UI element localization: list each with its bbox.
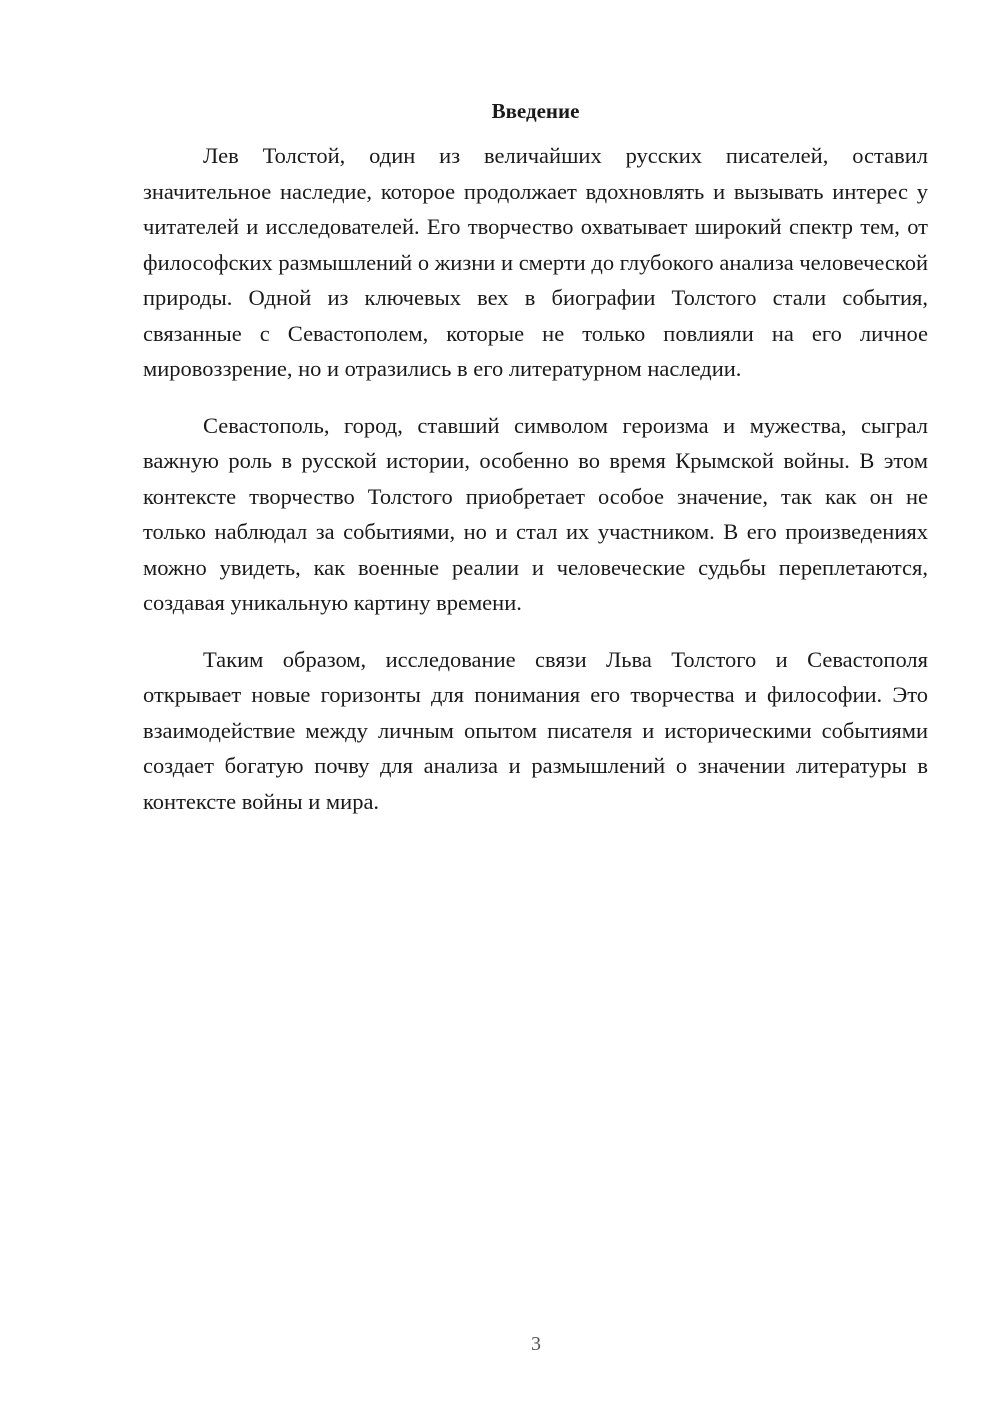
paragraph-2: Севастополь, город, ставший символом героизма и мужества, сыграл важную роль в русской истории, особенно во время Крымской войны. В этом контексте творчество Толстого приобретает особое значение, так как он не только наблюдал за событиями, но и стал их участником. В его произведениях можно увидеть, как военные реалии и человеческие судьбы переплетаются, создавая уникальную картину времени. bbox=[143, 412, 928, 615]
paragraph-1: Лев Толстой, один из величайших русских писателей, оставил значительное наследие, которое продолжает вдохновлять и вызывать интерес у читателей и исследователей. Его творчество охватывает широкий спектр тем, от философских размышлений о жизни и смерти до глубокого анализа человеческой природы. Одной из ключевых вех в биографии Толстого стали события, связанные с Севастополем, которые не только повлияли на его личное мировоззрение, но и отразились в его литературном наследии. bbox=[143, 143, 928, 381]
page-number: 3 bbox=[531, 1333, 541, 1355]
section-title: Введение bbox=[491, 99, 580, 123]
page-content bbox=[143, 96, 928, 840]
paragraph-3: Таким образом, исследование связи Льва Толстого и Севастополя открывает новые горизонты для понимания его творчества и философии. Это взаимодействие между личным опытом писателя и историческими событиями создает богатую почву для анализа и размышлений о значении литературы в контексте войны и мира. bbox=[143, 646, 928, 814]
